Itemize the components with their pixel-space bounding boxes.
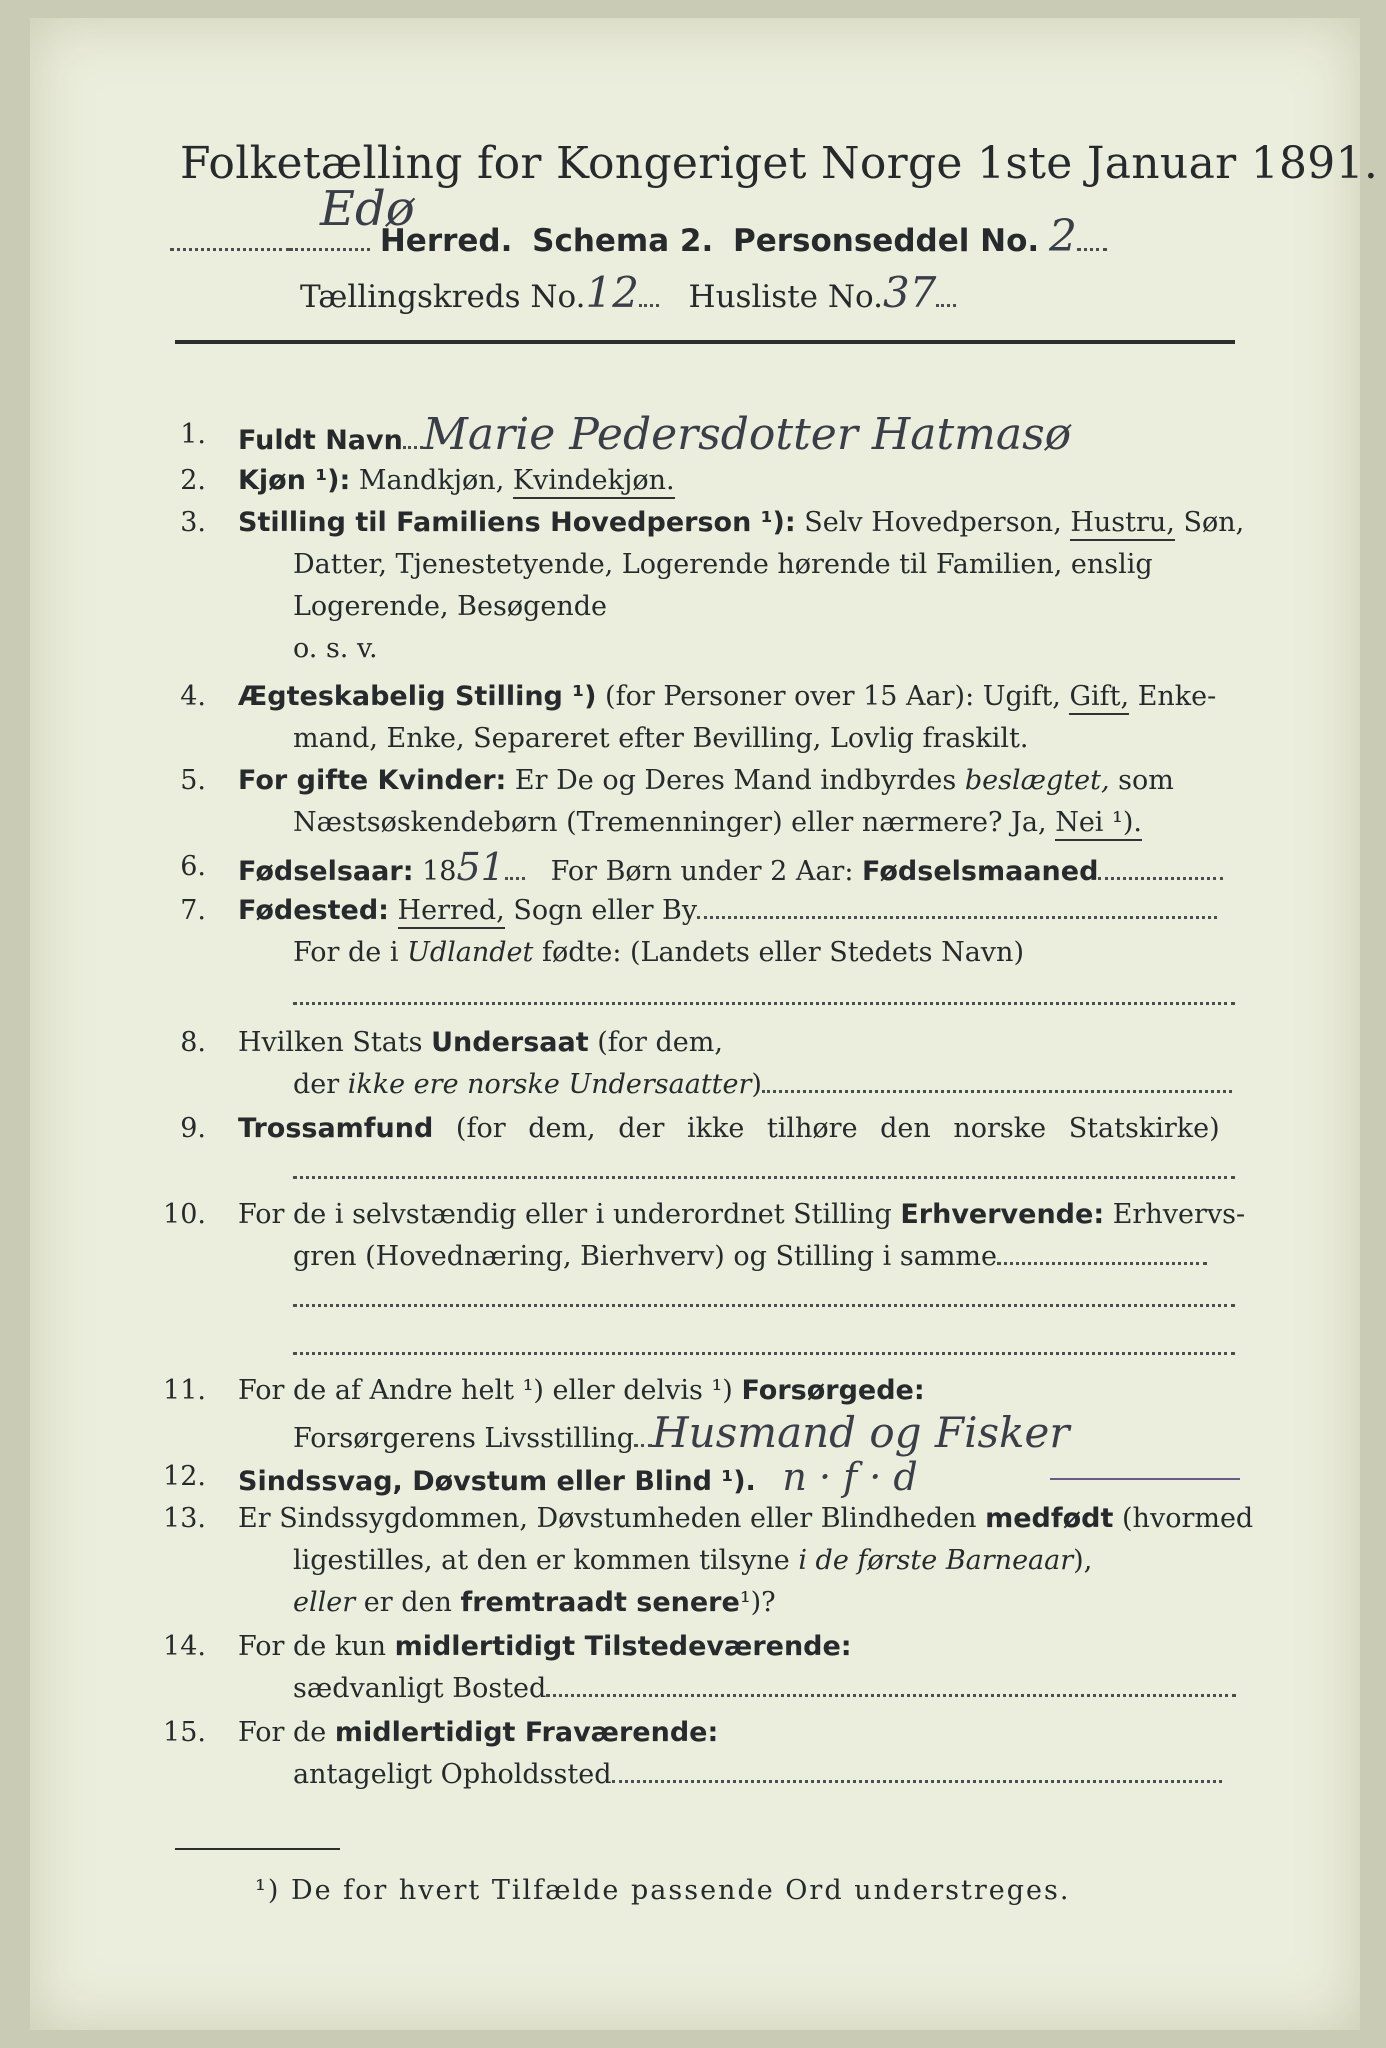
q2-option-kvindekjon: Kvindekjøn. — [513, 465, 675, 499]
q13-line2 — [293, 1544, 1092, 1578]
q13-line1 — [238, 1502, 1253, 1536]
q5-option-nei: Nei ¹). — [1055, 807, 1142, 841]
herred-value: Edø — [320, 181, 415, 237]
q3-number: 3. — [180, 507, 206, 538]
q14-line2 — [293, 1672, 1236, 1706]
q7-line2 — [293, 936, 1024, 970]
q12-number: 12. — [163, 1461, 206, 1492]
q7-number: 7. — [180, 895, 206, 926]
q3-line4: o. s. v. — [293, 633, 378, 664]
q8-line2-c: ) — [751, 1069, 762, 1100]
q2-number: 2. — [180, 465, 206, 496]
q11-number: 11. — [163, 1375, 206, 1406]
q6-prefix: 18 — [422, 856, 457, 887]
q10-text-c: Erhvervs- — [1112, 1199, 1246, 1230]
q8-text-c: (for dem, — [597, 1027, 723, 1058]
kreds-value: 12 — [585, 268, 639, 317]
q8-text-a: Hvilken Stats — [238, 1027, 423, 1058]
q15-line1 — [238, 1716, 718, 1750]
q7-line2-a: For de i — [293, 937, 399, 968]
q6-label: Fødselsaar: — [238, 856, 414, 887]
q1-line — [238, 409, 1072, 460]
q13-text-c: (hvormed — [1122, 1503, 1254, 1534]
q3-line3: Logerende, Besøgende — [293, 591, 607, 622]
q3-option-hustru: Hustru, — [1070, 507, 1175, 541]
footnote-rule — [175, 1848, 340, 1850]
q1-value: Marie Pedersdotter Hatmasø — [422, 409, 1072, 460]
q3-option-son: Søn, — [1183, 507, 1245, 538]
q13-line3-d: ¹)? — [739, 1587, 776, 1618]
q14-line1 — [238, 1630, 852, 1664]
q8-line2 — [293, 1068, 1232, 1102]
q4-line1 — [238, 680, 1216, 714]
q14-line2-text: sædvanligt Bosted — [293, 1673, 547, 1704]
kreds-line — [300, 268, 956, 317]
q9-label: Trossamfund — [238, 1113, 434, 1144]
q5-text-a: Er De og Deres Mand indbyrdes — [514, 765, 957, 796]
q11-line1 — [238, 1374, 925, 1408]
q5-number: 5. — [180, 765, 206, 796]
q8-number: 8. — [180, 1027, 206, 1058]
q11-line2 — [293, 1408, 1070, 1457]
q9-line — [238, 1112, 1220, 1146]
q10-text-b: Erhvervende: — [900, 1199, 1105, 1230]
q7-line1 — [238, 894, 1217, 928]
personseddel-value: 2 — [1049, 211, 1078, 262]
q11-line2-text: Forsørgerens Livsstilling — [293, 1423, 635, 1454]
q13-line3-b: er den — [363, 1587, 452, 1618]
q1-label: Fuldt Navn — [238, 425, 403, 456]
q13-line3-c: fremtraadt senere — [460, 1587, 740, 1618]
q8-line1 — [238, 1026, 723, 1060]
q14-text-a: For de kun — [238, 1631, 386, 1662]
q15-text-a: For de — [238, 1717, 327, 1748]
q12-stroke — [1050, 1478, 1240, 1480]
q4-text-c: Enke- — [1137, 681, 1217, 712]
q9-text: (for dem, der ikke tilhøre den norske Statskirke) — [455, 1113, 1220, 1144]
q11-text-b: Forsørgede: — [741, 1375, 925, 1406]
q12-line — [238, 1455, 918, 1499]
q5-text-c: som — [1118, 765, 1174, 796]
q15-line2-text: antageligt Opholdssted — [293, 1759, 612, 1790]
q7-blank-line — [293, 980, 1235, 1014]
personseddel-label: Personseddel No. — [733, 223, 1040, 259]
q6-line — [238, 845, 1223, 889]
q12-value: n · f · d — [782, 1455, 918, 1499]
q10-line2-text: gren (Hovednæring, Bierhverv) og Stilling i samme — [293, 1241, 998, 1272]
q3-option-selv: Selv Hovedperson, — [804, 507, 1062, 538]
q14-text-b: midlertidigt Tilstedeværende: — [394, 1631, 852, 1662]
q2-label: Kjøn ¹): — [238, 465, 351, 496]
q4-line2: mand, Enke, Separeret efter Bevilling, Lovlig fraskilt. — [293, 723, 1029, 754]
q8-line2-b: ikke ere norske Undersaatter — [347, 1069, 752, 1100]
q7-label: Fødested: — [238, 895, 389, 926]
q13-number: 13. — [163, 1503, 206, 1534]
q3-line1 — [238, 506, 1244, 540]
q10-line1 — [238, 1198, 1245, 1232]
q5-line2-text: Næstsøskendebørn (Tremenninger) eller nærmere? Ja, — [293, 807, 1047, 838]
q6-mid-text: For Børn under 2 Aar: — [550, 856, 854, 887]
q9-blank-line — [293, 1154, 1235, 1188]
footnote: ¹) De for hvert Tilfælde passende Ord understreges. — [255, 1875, 1071, 1906]
q5-line2 — [293, 806, 1142, 840]
q15-number: 15. — [163, 1717, 206, 1748]
q3-line2: Datter, Tjenestetyende, Logerende hørende til Familien, enslig — [293, 549, 1153, 580]
q2-option-mandkjon: Mandkjøn, — [358, 465, 505, 496]
q9-number: 9. — [180, 1113, 206, 1144]
q6-number: 6. — [180, 851, 206, 882]
q10-text-a: For de i selvstændig eller i underordnet Stilling — [238, 1199, 892, 1230]
q13-text-b: medfødt — [985, 1503, 1114, 1534]
q4-label: Ægteskabelig Stilling ¹) — [238, 681, 597, 712]
q15-line2 — [293, 1758, 1222, 1792]
q5-text-b: beslægtet, — [964, 765, 1110, 796]
q11-text-a: For de af Andre helt ¹) eller delvis ¹) — [238, 1375, 733, 1406]
q5-label: For gifte Kvinder: — [238, 765, 507, 796]
q4-option-gift: Gift, — [1069, 681, 1129, 715]
q13-line2-b: i de første Barneaar — [798, 1545, 1074, 1576]
herred-label: Herred. — [379, 223, 513, 259]
q4-text-a: (for Personer over 15 Aar): Ugift, — [605, 681, 1061, 712]
husliste-value: 37 — [882, 268, 937, 317]
q10-blank-line-2 — [293, 1330, 1235, 1364]
q13-text-a: Er Sindssygdommen, Døvstumheden eller Blindheden — [238, 1503, 977, 1534]
q3-label: Stilling til Familiens Hovedperson ¹): — [238, 507, 796, 538]
q13-line3 — [293, 1586, 776, 1620]
q7-option-herred: Herred, — [398, 895, 505, 929]
herred-line — [170, 181, 1107, 262]
q2-line — [238, 464, 675, 498]
q6-value: 51 — [456, 845, 505, 889]
q14-number: 14. — [163, 1631, 206, 1662]
q8-text-b: Undersaat — [431, 1027, 589, 1058]
husliste-label: Husliste No. — [688, 279, 883, 315]
form-title: Folketælling for Kongeriget Norge 1ste Januar 1891. — [180, 138, 1379, 189]
q4-number: 4. — [180, 681, 206, 712]
schema-label: Schema 2. — [532, 223, 714, 259]
q15-text-b: midlertidigt Fraværende: — [334, 1717, 719, 1748]
q10-line2 — [293, 1240, 1207, 1274]
q7-option-sogn: Sogn eller By — [513, 895, 698, 926]
census-form-sheet — [30, 18, 1379, 2030]
kreds-label: Tællingskreds No. — [300, 279, 586, 315]
q12-label: Sindssvag, Døvstum eller Blind ¹). — [238, 1466, 756, 1497]
q13-line3-a: eller — [293, 1587, 356, 1618]
q8-line2-a: der — [293, 1069, 340, 1100]
q11-value: Husmand og Fisker — [652, 1408, 1070, 1457]
q13-line2-a: ligestilles, at den er kommen tilsyne — [293, 1545, 790, 1576]
q13-line2-c: ), — [1073, 1545, 1093, 1576]
q7-line2-b: Udlandet — [407, 937, 534, 968]
q6-label2: Fødselsmaaned — [862, 856, 1099, 887]
q5-line1 — [238, 764, 1174, 798]
q7-line2-c: fødte: (Landets eller Stedets Navn) — [541, 937, 1024, 968]
header-rule — [175, 340, 1235, 344]
q10-number: 10. — [163, 1199, 206, 1230]
q10-blank-line-1 — [293, 1282, 1235, 1316]
q1-number: 1. — [180, 419, 206, 450]
